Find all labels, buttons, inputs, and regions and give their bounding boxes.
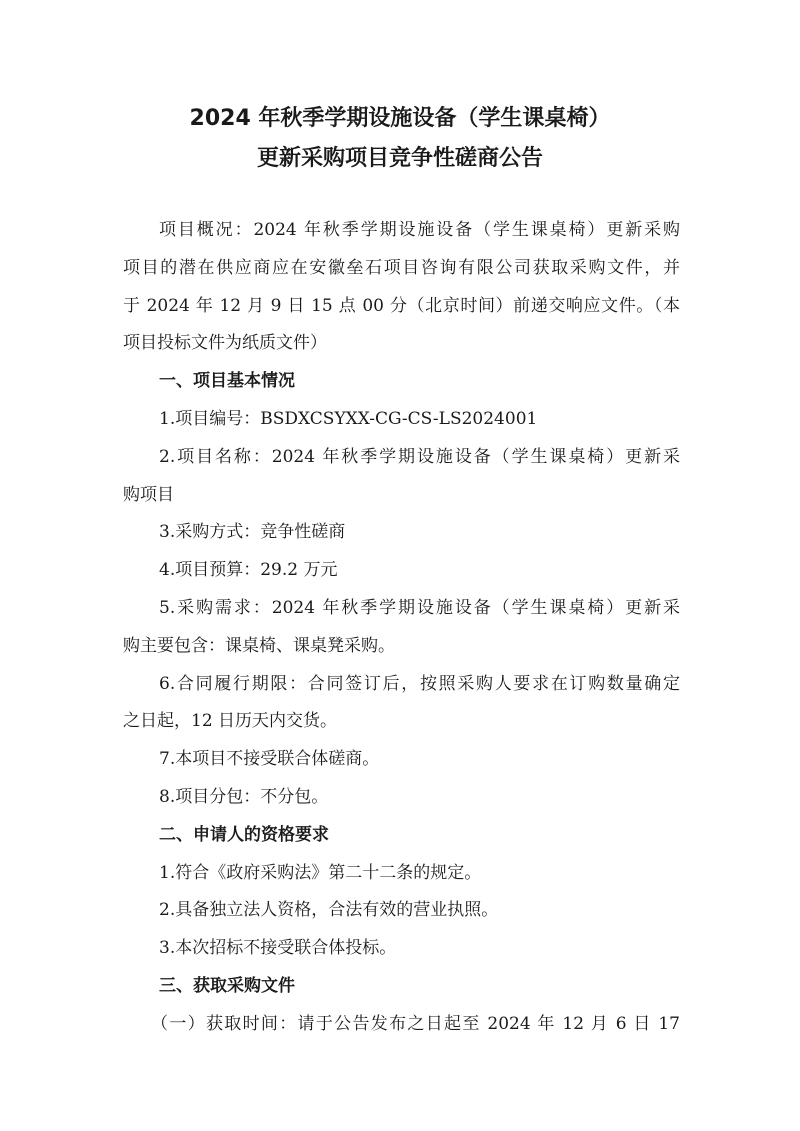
section-2-item-2: 2.具备独立法人资格，合法有效的营业执照。 bbox=[159, 900, 499, 921]
section-1-item-5-line-2: 购主要包含：课桌椅、课桌凳采购。 bbox=[123, 635, 395, 656]
overview-line-3: 于 2024 年 12 月 9 日 15 点 00 分（北京时间）前递交响应文件。（本 bbox=[123, 295, 680, 316]
section-1-item-6-line-2: 之日起，12 日历天内交货。 bbox=[123, 711, 338, 732]
title-line-2: 更新采购项目竞争性磋商公告 bbox=[256, 146, 543, 171]
overview-line-1: 项目概况：2024 年秋季学期设施设备（学生课桌椅）更新采购 bbox=[159, 220, 680, 240]
section-1-item-4: 4.项目预算：29.2 万元 bbox=[159, 560, 338, 581]
section-1-item-1: 1.项目编号：BSDXCSYXX-CG-CS-LS2024001 bbox=[159, 408, 538, 429]
section-1-item-7: 7.本项目不接受联合体磋商。 bbox=[159, 749, 380, 770]
overview-line-2: 项目的潜在供应商应在安徽垒石项目咨询有限公司获取采购文件，并 bbox=[123, 257, 680, 278]
section-1-item-2-line-1: 2.项目名称：2024 年秋季学期设施设备（学生课桌椅）更新采 bbox=[159, 446, 680, 467]
section-1-item-6-line-1: 6.合同履行期限：合同签订后，按照采购人要求在订购数量确定 bbox=[159, 673, 680, 694]
section-2-heading: 二、申请人的资格要求 bbox=[159, 824, 329, 845]
title-line-1: 2024 年秋季学期设施设备（学生课桌椅） bbox=[189, 106, 611, 131]
section-1-item-8: 8.项目分包：不分包。 bbox=[159, 786, 329, 807]
section-2-item-3: 3.本次招标不接受联合体投标。 bbox=[159, 938, 397, 959]
section-3-item-1-line-1: （一）获取时间：请于公告发布之日起至 2024 年 12 月 6 日 17 bbox=[151, 1013, 680, 1034]
section-1-item-3: 3.采购方式：竞争性磋商 bbox=[159, 522, 346, 543]
section-1-item-5-line-1: 5.采购需求：2024 年秋季学期设施设备（学生课桌椅）更新采 bbox=[159, 597, 680, 618]
document-body bbox=[123, 212, 680, 1044]
overview-line-4: 项目投标文件为纸质文件） bbox=[123, 333, 327, 354]
section-3-heading: 三、获取采购文件 bbox=[159, 975, 295, 996]
section-1-item-2-line-2: 购项目 bbox=[123, 484, 174, 505]
section-1-heading: 一、项目基本情况 bbox=[159, 371, 295, 392]
section-2-item-1: 1.符合《政府采购法》第二十二条的规定。 bbox=[159, 862, 482, 883]
